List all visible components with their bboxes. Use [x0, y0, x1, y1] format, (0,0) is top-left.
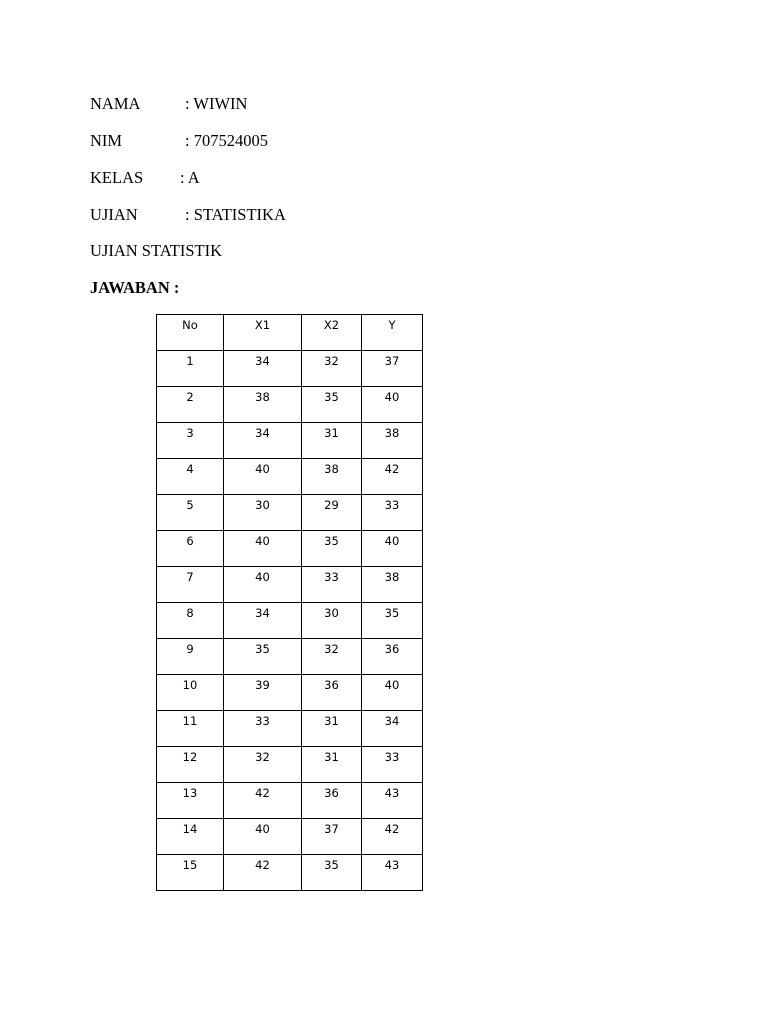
table-cell-no: 6: [157, 531, 224, 567]
table-cell-x1: 35: [224, 639, 302, 675]
table-cell-no: 4: [157, 459, 224, 495]
table-cell-x2: 31: [302, 423, 362, 459]
table-cell-y: 35: [362, 603, 423, 639]
table-cell-x1: 42: [224, 855, 302, 891]
table-cell-no: 9: [157, 639, 224, 675]
table-cell-y: 34: [362, 711, 423, 747]
table-cell-x1: 38: [224, 387, 302, 423]
student-id-value: : 707524005: [185, 131, 268, 150]
table-row: [157, 711, 423, 747]
table-cell-no: 5: [157, 495, 224, 531]
table-cell-x2: 29: [302, 495, 362, 531]
table-cell-y: 43: [362, 855, 423, 891]
column-header-no: No: [157, 315, 224, 351]
student-id-label: NIM: [90, 131, 123, 150]
exam-label: UJIAN: [90, 205, 138, 224]
table-row: [157, 639, 423, 675]
table-cell-y: 38: [362, 567, 423, 603]
student-name-line: [90, 94, 248, 114]
table-row: [157, 351, 423, 387]
table-cell-x2: 32: [302, 639, 362, 675]
table-cell-no: 2: [157, 387, 224, 423]
table-cell-x2: 35: [302, 855, 362, 891]
table-cell-x2: 31: [302, 711, 362, 747]
exam-value: : STATISTIKA: [185, 205, 286, 224]
table-cell-no: 11: [157, 711, 224, 747]
student-id-line: [90, 131, 268, 151]
table-cell-y: 43: [362, 783, 423, 819]
table-cell-x2: 36: [302, 675, 362, 711]
table-cell-x1: 40: [224, 819, 302, 855]
table-cell-x2: 35: [302, 387, 362, 423]
column-header-x1: X1: [224, 315, 302, 351]
exam-line: [90, 205, 286, 225]
table-cell-no: 10: [157, 675, 224, 711]
student-name-value: : WIWIN: [185, 94, 248, 113]
table-cell-x2: 32: [302, 351, 362, 387]
table-row: [157, 819, 423, 855]
column-header-x2: X2: [302, 315, 362, 351]
table-row: [157, 675, 423, 711]
table-cell-no: 12: [157, 747, 224, 783]
table-cell-x1: 33: [224, 711, 302, 747]
table-row: [157, 459, 423, 495]
table-cell-x1: 40: [224, 567, 302, 603]
data-table: [156, 314, 423, 891]
table-row: [157, 423, 423, 459]
table-cell-x1: 40: [224, 531, 302, 567]
table-row: [157, 567, 423, 603]
answer-heading: JAWABAN :: [90, 278, 180, 297]
table-cell-y: 40: [362, 531, 423, 567]
table-cell-y: 33: [362, 495, 423, 531]
table-cell-no: 14: [157, 819, 224, 855]
table-cell-y: 40: [362, 387, 423, 423]
table-cell-y: 40: [362, 675, 423, 711]
table-row: [157, 495, 423, 531]
table-cell-x2: 35: [302, 531, 362, 567]
table-cell-x1: 30: [224, 495, 302, 531]
class-value: : A: [180, 168, 200, 187]
table-cell-no: 13: [157, 783, 224, 819]
table-cell-x2: 31: [302, 747, 362, 783]
table-header-row: [157, 315, 423, 351]
table-row: [157, 387, 423, 423]
table-cell-no: 3: [157, 423, 224, 459]
table-row: [157, 783, 423, 819]
exam-subtitle: UJIAN STATISTIK: [90, 241, 223, 260]
table-cell-no: 15: [157, 855, 224, 891]
table-cell-y: 38: [362, 423, 423, 459]
table-cell-x2: 33: [302, 567, 362, 603]
table-cell-y: 42: [362, 459, 423, 495]
table-row: [157, 855, 423, 891]
table-cell-no: 8: [157, 603, 224, 639]
table-row: [157, 531, 423, 567]
table-cell-x1: 42: [224, 783, 302, 819]
table-row: [157, 603, 423, 639]
table-cell-no: 7: [157, 567, 224, 603]
column-header-y: Y: [362, 315, 423, 351]
table-cell-y: 37: [362, 351, 423, 387]
table-row: [157, 747, 423, 783]
table-body: [157, 351, 423, 891]
class-line: [90, 168, 200, 188]
table-cell-no: 1: [157, 351, 224, 387]
table-cell-y: 42: [362, 819, 423, 855]
table-cell-x1: 34: [224, 423, 302, 459]
table-cell-x2: 30: [302, 603, 362, 639]
table-cell-x1: 39: [224, 675, 302, 711]
class-label: KELAS: [90, 168, 144, 187]
student-name-label: NAMA: [90, 94, 141, 113]
table-cell-x2: 38: [302, 459, 362, 495]
table-cell-x1: 32: [224, 747, 302, 783]
table-cell-x1: 40: [224, 459, 302, 495]
table-cell-y: 36: [362, 639, 423, 675]
table-cell-x2: 36: [302, 783, 362, 819]
table-cell-y: 33: [362, 747, 423, 783]
table-cell-x1: 34: [224, 603, 302, 639]
table-cell-x2: 37: [302, 819, 362, 855]
table-cell-x1: 34: [224, 351, 302, 387]
